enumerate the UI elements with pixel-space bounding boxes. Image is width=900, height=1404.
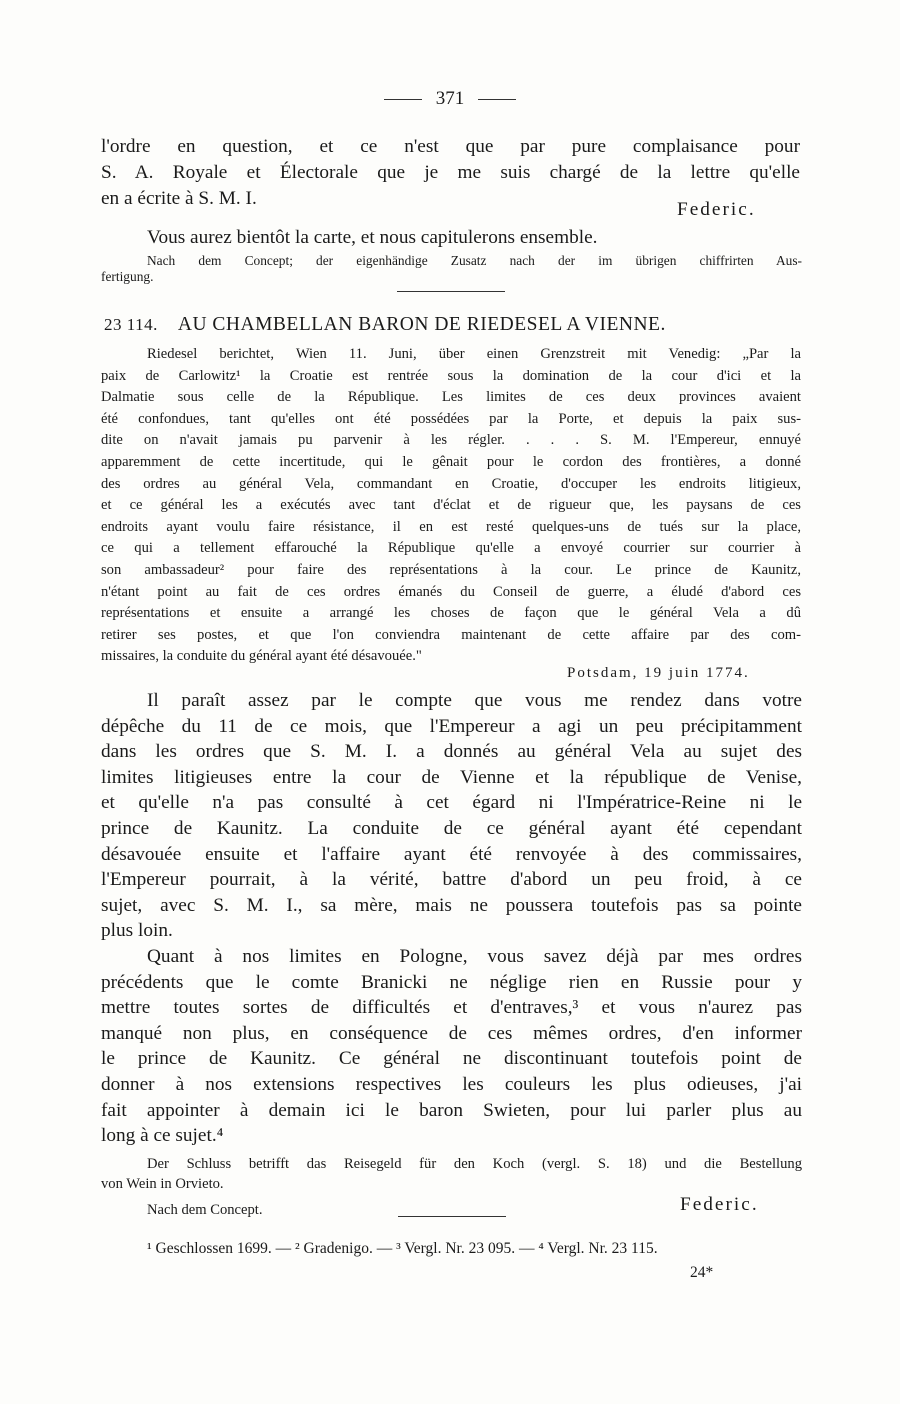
footnote-divider	[398, 1216, 506, 1217]
body-line: limites litigieuses entre la cour de Vienne et la république de Venise,	[101, 766, 802, 788]
body-line: dans les ordres que S. M. I. a donnés au général Vela au sujet des	[101, 741, 802, 763]
letter-title: AU CHAMBELLAN BARON DE RIEDESEL A VIENNE.	[177, 314, 666, 335]
letter-heading	[104, 314, 800, 336]
closing-note: von Wein in Orvieto.	[101, 1176, 224, 1192]
text-line: l'ordre en question, et ce n'est que par pure complaisance pour	[101, 136, 800, 157]
body-line: dépêche du 11 de ce mois, que l'Empereur a agi un peu précipitamment	[101, 715, 802, 737]
body-line: précédents que le comte Branicki ne néglige rien en Russie pour y	[101, 971, 802, 993]
body-line: Quant à nos limites en Pologne, vous savez déjà par mes ordres	[147, 946, 802, 967]
header-rule-right	[478, 99, 516, 100]
body-line: sujet, avec S. M. I., sa mère, mais ne poussera toutefois pas sa pointe	[101, 894, 802, 916]
summary-block	[101, 344, 801, 668]
summary-line: et ce général les a exécutés avec tant d'éclat et de rigueur que, les paysans de ces	[101, 497, 801, 514]
dateline: Potsdam, 19 juin 1774.	[567, 665, 750, 681]
body-line: prince de Kaunitz. La conduite de ce général ayant été cependant	[101, 817, 802, 839]
body-line: fait appointer à demain ici le baron Swieten, pour lui parler plus au	[101, 1099, 802, 1121]
body-line: le prince de Kaunitz. Ce général ne discontinuant toutefois point de	[101, 1048, 802, 1070]
summary-line: son ambassadeur² pour faire des représentations à la cour. Le prince de Kaunitz,	[101, 561, 801, 578]
summary-line: représentations et ensuite a arrangé les choses de façon que le général Vela a dû	[101, 605, 801, 622]
page-number: 371	[435, 88, 465, 109]
summary-line: n'étant point au fait de ces ordres émanés du Conseil de guerre, a éludé d'abord ces	[101, 583, 801, 600]
summary-line: missaires, la conduite du général ayant été désavouée."	[101, 648, 422, 665]
source-note: Nach dem Concept.	[147, 1202, 263, 1218]
summary-line: des ordres au général Vela, commandant en Croatie, d'occuper les endroits litigieux,	[101, 475, 801, 492]
signature: Federic.	[677, 199, 756, 220]
body-line: mettre toutes sortes de difficultés et d'entraves,³ et vous n'aurez pas	[101, 997, 802, 1019]
header-rule-left	[384, 99, 422, 100]
body-line: et qu'elle n'a pas consulté à cet égard ni l'Impératrice-Reine ni le	[101, 792, 802, 814]
summary-line: Dalmatie sous celle de la République. Les limites de ces deux provinces avaient	[101, 389, 801, 406]
footnotes: ¹ Geschlossen 1699. — ² Gradenigo. — ³ Vergl. Nr. 23 095. — ⁴ Vergl. Nr. 23 115.	[147, 1240, 658, 1257]
body-paragraph	[101, 944, 802, 1149]
body-line: plus loin.	[101, 920, 173, 942]
body-line: manqué non plus, en conséquence de ces mêmes ordres, d'en informer	[101, 1022, 802, 1044]
summary-line: paix de Carlowitz¹ la Croatie est rentrée sous la domination de la cour d'ici et la	[101, 367, 801, 384]
summary-line: été confondues, tant qu'elles ont été possédées par la Porte, et depuis la paix sus-	[101, 410, 801, 427]
summary-line: endroits ayant voulu faire résistance, il en est resté quelques-uns de tués sur la place,	[101, 518, 801, 535]
body-line: long à ce sujet.⁴	[101, 1125, 224, 1147]
summary-line: ce qui a tellement effarouché la République qu'elle a envoyé courrier sur courrier à	[101, 540, 801, 557]
body-line: donner à nos extensions respectives les couleurs les plus odieuses, j'ai	[101, 1073, 802, 1095]
page-header	[0, 88, 900, 110]
letter-number: 23 114.	[104, 315, 158, 334]
body-line: désavouée ensuite et l'affaire ayant été renvoyée à des commissaires,	[101, 843, 802, 865]
body-line: Il paraît assez par le compte que vous me rendez dans votre	[147, 690, 802, 711]
summary-line: apparemment de cette incertitude, qui le gênait pour le cordon des frontières, a donné	[101, 453, 801, 470]
body-line: l'Empereur pourrait, à la vérité, battre d'abord un peu froid, à ce	[101, 869, 802, 891]
editorial-note: fertigung.	[101, 269, 154, 284]
text-line: en a écrite à S. M. I.	[101, 188, 257, 209]
postscript: Vous aurez bientôt la carte, et nous capitulerons ensemble.	[147, 227, 598, 248]
closing-note: Der Schluss betrifft das Reisegeld für den Koch (vergl. S. 18) und die Bestellung	[147, 1156, 802, 1172]
editorial-note: Nach dem Concept; der eigenhändige Zusatz nach der im übrigen chiffrirten Aus-	[147, 253, 802, 268]
section-divider	[397, 291, 505, 292]
signature-mark: 24*	[690, 1264, 714, 1281]
signature: Federic.	[680, 1194, 759, 1215]
text-line: S. A. Royale et Électorale que je me suis chargé de la lettre qu'elle	[101, 162, 800, 183]
summary-line: dite on n'avait jamais pu parvenir à les régler. . . . S. M. l'Empereur, ennuyé	[101, 432, 801, 449]
summary-line: Riedesel berichtet, Wien 11. Juni, über einen Grenzstreit mit Venedig: „Par la	[147, 346, 801, 362]
body-paragraph	[101, 688, 802, 944]
summary-line: retirer ses postes, et que l'on conviendra maintenant de cette affaire par des com-	[101, 626, 801, 643]
